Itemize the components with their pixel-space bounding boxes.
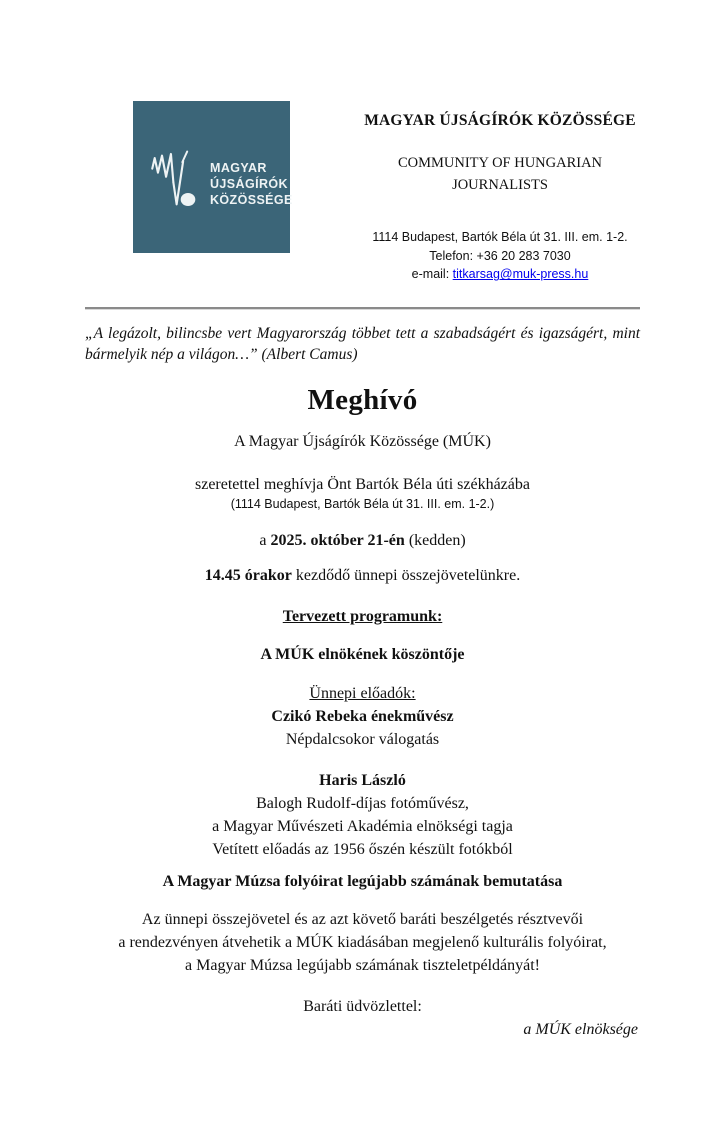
organization-name-hu: MAGYAR ÚJSÁGÍRÓK KÖZÖSSÉGE <box>364 112 636 129</box>
organization-logo <box>133 101 293 253</box>
logo-word-3: KÖZÖSSÉGE <box>210 193 293 207</box>
time-suffix: kezdődő ünnepi összejövetelünkre. <box>291 566 521 584</box>
event-time-line <box>85 566 640 586</box>
performer1-name: Czikó Rebeka énekművész <box>271 707 454 725</box>
date-prefix: a <box>259 531 271 549</box>
letterhead <box>85 101 640 284</box>
event-time: 14.45 órakor <box>204 566 292 584</box>
logo-word-1: MAGYAR <box>210 161 267 175</box>
performers-heading-text: Ünnepi előadók: <box>309 684 416 702</box>
organization-name-en-line2: JOURNALISTS <box>452 177 548 194</box>
performer2-name: Haris László <box>319 771 406 789</box>
contact-details <box>360 228 640 284</box>
performer2-description-2: a Magyar Művészeti Akadémia elnökségi tagja <box>212 817 513 835</box>
inviting-organization-line: A Magyar Újságírók Közössége (MÚK) <box>234 433 491 451</box>
muk-logo-mark-icon <box>149 147 201 218</box>
date-suffix: (kedden) <box>404 531 466 549</box>
performer2-description-3: Vetített előadás az 1956 őszén készült fotókból <box>212 840 513 858</box>
venue-address-line: (1114 Budapest, Bartók Béla út 31. III. em. 1-2.) <box>230 497 495 512</box>
event-date-line <box>85 531 640 551</box>
email-line <box>360 265 640 284</box>
signature-line: a MÚK elnöksége <box>523 1020 638 1038</box>
organization-name-en <box>360 152 640 197</box>
phone-number: Telefon: +36 20 283 7030 <box>429 248 571 263</box>
email-label: e-mail: <box>411 267 453 282</box>
camus-quote: „A legázolt, bilincsbe vert Magyarország többet tett a szabadságért és igazságért, mint bármelyik nép a világon…” (Albert Camus) <box>85 325 640 363</box>
document-title: Meghívó <box>307 384 418 417</box>
closing-paragraph-line3: a Magyar Múzsa legújabb számának tiszteletpéldányát! <box>185 956 540 974</box>
program-heading <box>85 607 640 627</box>
performers-heading <box>85 684 640 704</box>
closing-greeting: Baráti üdvözlettel: <box>303 997 422 1015</box>
closing-paragraph-line2: a rendezvényen átvehetik a MÚK kiadásában megjelenő kulturális folyóirat, <box>118 933 607 951</box>
letterhead-contact-block <box>360 101 640 284</box>
header-divider <box>85 307 640 309</box>
invitation-document <box>0 101 725 1125</box>
email-link[interactable]: titkarsag@muk-press.hu <box>452 267 589 282</box>
logo-wordmark <box>210 160 293 208</box>
postal-address: 1114 Budapest, Bartók Béla út 31. III. em. 1-2. <box>372 229 628 244</box>
closing-paragraph-line1: Az ünnepi összejövetel és az azt követő baráti beszélgetés résztvevői <box>141 910 584 928</box>
magazine-presentation-item: A Magyar Múzsa folyóirat legújabb számának bemutatása <box>162 872 563 890</box>
event-date: 2025. október 21-én <box>270 531 405 549</box>
program-welcome-item: A MÚK elnökének köszöntője <box>260 645 465 663</box>
program-heading-text: Tervezett programunk: <box>282 607 443 625</box>
organization-name-en-line1: COMMUNITY OF HUNGARIAN <box>397 155 603 171</box>
invite-line: szeretettel meghívja Önt Bartók Béla úti székházába <box>195 476 530 494</box>
performer2-description-1: Balogh Rudolf-díjas fotóművész, <box>256 794 469 812</box>
logo-word-2: ÚJSÁGÍRÓK <box>210 177 288 191</box>
performer1-description: Népdalcsokor válogatás <box>285 730 440 748</box>
